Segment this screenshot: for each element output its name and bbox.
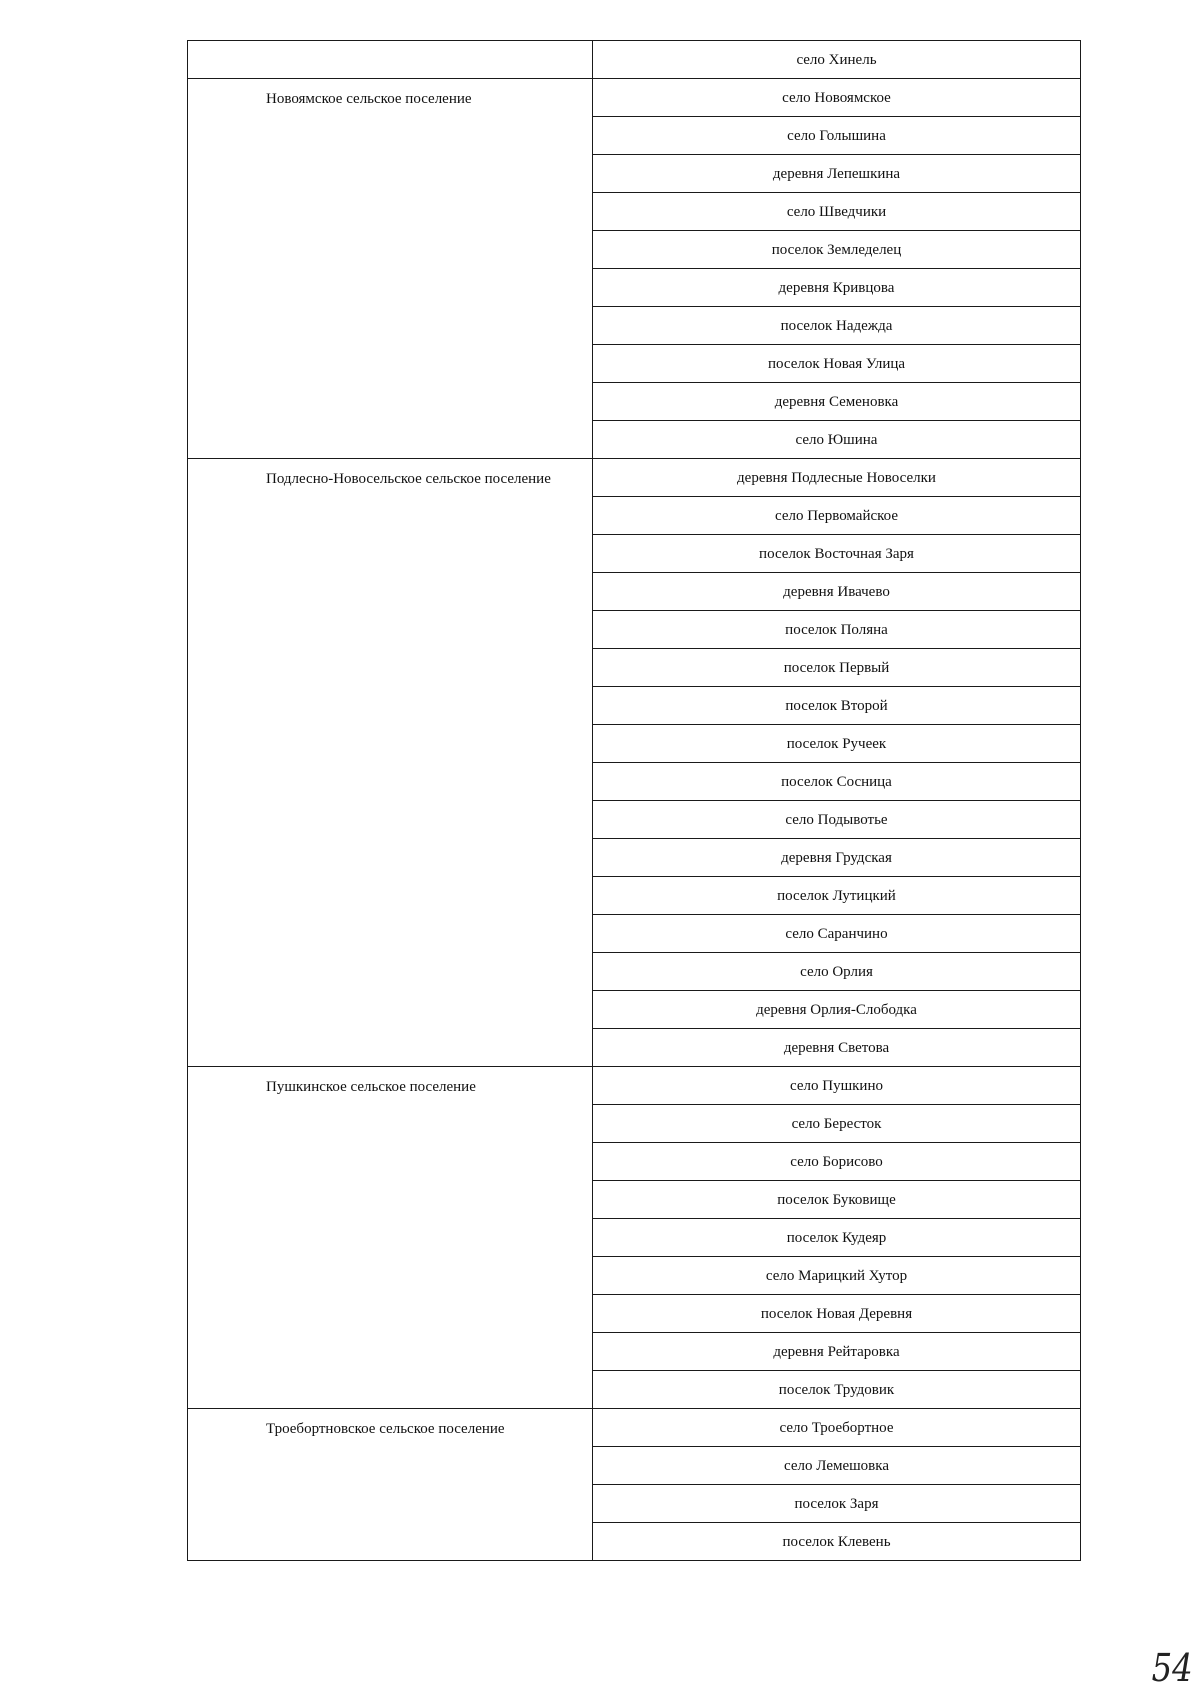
locality-name: село Пушкино — [593, 1067, 1081, 1105]
locality-name: поселок Надежда — [593, 307, 1081, 345]
locality-name: деревня Семеновка — [593, 383, 1081, 421]
locality-name: поселок Заря — [593, 1485, 1081, 1523]
locality-name: село Борисово — [593, 1143, 1081, 1181]
locality-name: село Троебортное — [593, 1409, 1081, 1447]
locality-name: поселок Ручеек — [593, 725, 1081, 763]
locality-name: поселок Новая Деревня — [593, 1295, 1081, 1333]
locality-name: село Саранчино — [593, 915, 1081, 953]
locality-name: поселок Сосница — [593, 763, 1081, 801]
settlement-name: Новоямское сельское поселение — [188, 79, 593, 459]
settlements-table — [187, 40, 1081, 1561]
locality-name: поселок Первый — [593, 649, 1081, 687]
locality-name: поселок Поляна — [593, 611, 1081, 649]
table-body — [188, 41, 1081, 1561]
locality-name: поселок Земледелец — [593, 231, 1081, 269]
locality-name: село Шведчики — [593, 193, 1081, 231]
page-number: 54 — [1151, 1646, 1193, 1690]
locality-name: деревня Подлесные Новоселки — [593, 459, 1081, 497]
locality-name: поселок Лутицкий — [593, 877, 1081, 915]
locality-name: деревня Ивачево — [593, 573, 1081, 611]
locality-name: деревня Грудская — [593, 839, 1081, 877]
locality-name: поселок Восточная Заря — [593, 535, 1081, 573]
table-row — [188, 79, 1081, 117]
table-row — [188, 1067, 1081, 1105]
locality-name: поселок Буковище — [593, 1181, 1081, 1219]
locality-name: поселок Новая Улица — [593, 345, 1081, 383]
locality-name: село Бересток — [593, 1105, 1081, 1143]
locality-name: село Юшина — [593, 421, 1081, 459]
settlement-name: Пушкинское сельское поселение — [188, 1067, 593, 1409]
locality-name: деревня Лепешкина — [593, 155, 1081, 193]
settlement-name — [188, 41, 593, 79]
locality-name: деревня Орлия-Слободка — [593, 991, 1081, 1029]
settlement-name: Троебортновское сельское поселение — [188, 1409, 593, 1561]
locality-name: деревня Кривцова — [593, 269, 1081, 307]
table-row — [188, 459, 1081, 497]
locality-name: село Голышина — [593, 117, 1081, 155]
locality-name: село Первомайское — [593, 497, 1081, 535]
locality-name: деревня Светова — [593, 1029, 1081, 1067]
locality-name: село Хинель — [593, 41, 1081, 79]
locality-name: поселок Трудовик — [593, 1371, 1081, 1409]
settlement-name: Подлесно-Новосельское сельское поселение — [188, 459, 593, 1067]
locality-name: село Новоямское — [593, 79, 1081, 117]
locality-name: село Подывотье — [593, 801, 1081, 839]
locality-name: поселок Второй — [593, 687, 1081, 725]
locality-name: деревня Рейтаровка — [593, 1333, 1081, 1371]
table-row — [188, 41, 1081, 79]
table-row — [188, 1409, 1081, 1447]
locality-name: село Лемешовка — [593, 1447, 1081, 1485]
locality-name: село Орлия — [593, 953, 1081, 991]
locality-name: село Марицкий Хутор — [593, 1257, 1081, 1295]
locality-name: поселок Кудеяр — [593, 1219, 1081, 1257]
locality-name: поселок Клевень — [593, 1523, 1081, 1561]
